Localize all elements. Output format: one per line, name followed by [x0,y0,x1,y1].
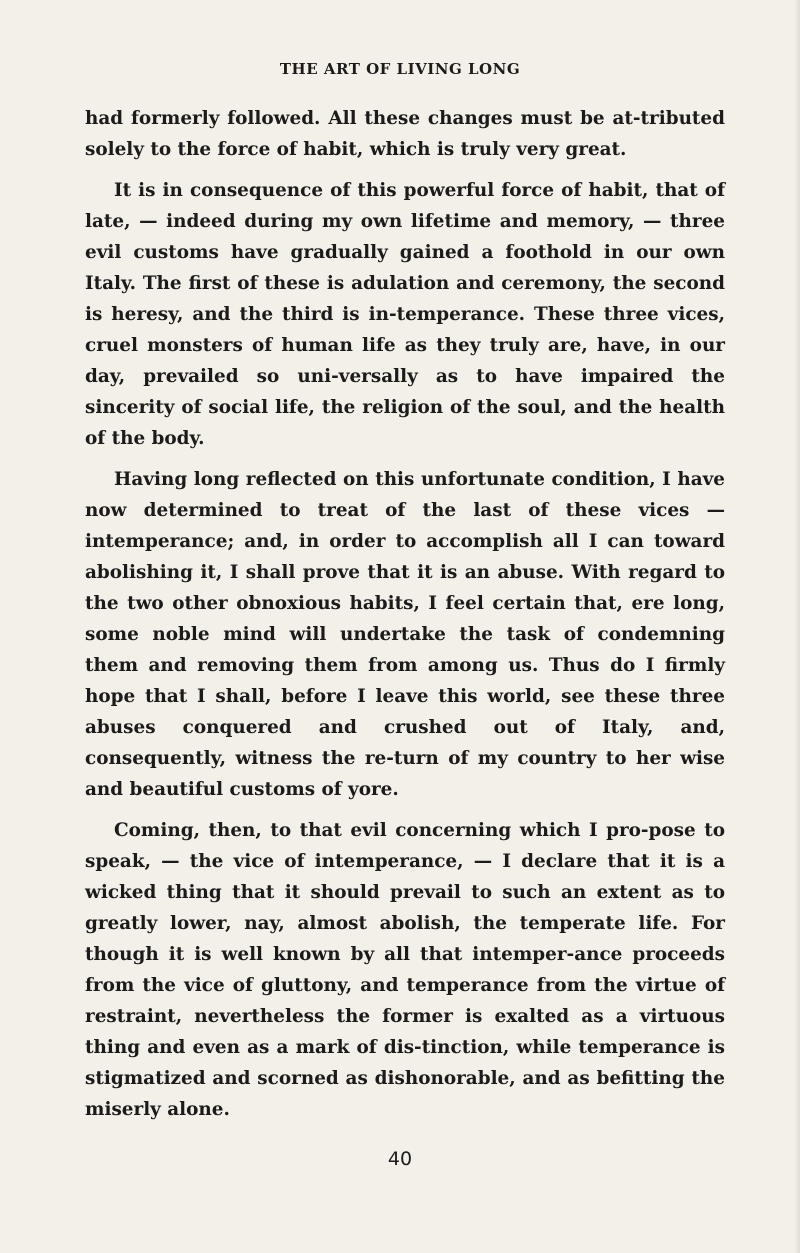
running-head: THE ART OF LIVING LONG [279,60,521,78]
paragraph: Having long reflected on this unfortunate condition, I have now determined to treat of the last of these vices — intemperance; and, in order to accomplish all I can toward abolishing it, I shall prove that it is an abuse. With regard to the two other obnoxious habits, I feel certain that, ere long, some noble mind will undertake the task of condemning them and removing them from among us. Thus do I firmly hope that I shall, before I leave this world, see these three abuses conquered and crushed out of Italy, and, consequently, witness the re-turn of my country to her wise and beautiful customs of yore. [85,469,725,800]
paragraph-continuation: had formerly followed. All these changes must be at-tributed solely to the force of habit, which is truly very great. [85,108,725,160]
paragraph: It is in consequence of this powerful force of habit, that of late, — indeed during my own lifetime and memory, — three evil customs have gradually gained a foothold in our own Italy. The first of these is adulation and ceremony, the second is heresy, and the third is in-temperance. These three vices, cruel monsters of human life as they truly are, have, in our day, prevailed so uni-versally as to have impaired the sincerity of social life, the religion of the soul, and the health of the body. [85,180,725,449]
body-text [85,103,725,1135]
paragraph: Coming, then, to that evil concerning which I pro-pose to speak, — the vice of intemperance, — I declare that it is a wicked thing that it should prevail to such an extent as to greatly lower, nay, almost abolish, the temperate life. For though it is well known by all that intemper-ance proceeds from the vice of gluttony, and temperance from the virtue of restraint, nevertheless the former is exalted as a virtuous thing and even as a mark of dis-tinction, while temperance is stigmatized and scorned as dishonorable, and as befitting the miserly alone. [85,820,725,1120]
page-number: 40 [387,1148,413,1170]
page-edge-shadow [794,0,800,1253]
